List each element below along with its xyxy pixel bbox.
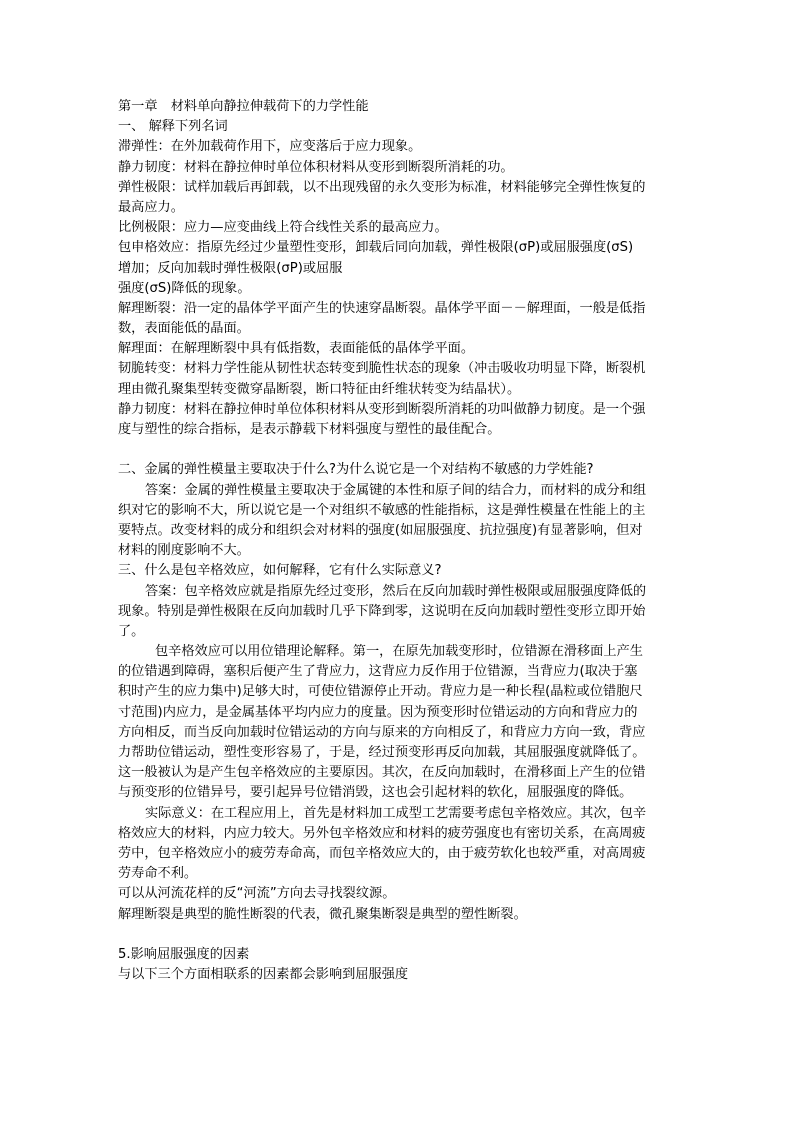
answer-2-line: 答案：金属的弹性模量主要取决于金属键的本性和原子间的结合力，而材料的成分和组 (145, 482, 647, 498)
answer-3-line: 答案：包辛格效应就是指原先经过变形，然后在反向加载时弹性极限或屈服强度降低的 (145, 583, 647, 599)
question-2: 二、金属的弹性模量主要取决于什么?为什么说它是一个对结构不敏感的力学姓能? (118, 462, 594, 478)
section-5-heading: 5.影响屈服强度的因素 (118, 946, 250, 962)
answer-3-line: 现象。特别是弹性极限在反向加载时几乎下降到零，这说明在反向加载时塑性变形立即开始 (118, 603, 646, 619)
definition-cleavage-fracture: 解理断裂：沿一定的晶体学平面产生的快速穿晶断裂。晶体学平面－－解理面，一般是低指 (118, 300, 646, 316)
explanation-line: 力帮助位错运动，塑性变形容易了，于是，经过预变形再反向加载，其屈服强度就降低了。 (118, 745, 646, 760)
significance-line: 格效应大的材料，内应力较大。另外包辛格效应和材料的疲劳强度也有密切关系，在高周疲 (118, 825, 646, 841)
significance-line: 劳寿命不利。 (118, 866, 198, 882)
explanation-line: 寸范围)内应力，是金属基体平均内应力的度量。因为预变形时位错运动的方向和背应力的 (118, 704, 638, 720)
question-3: 三、什么是包辛格效应，如何解释，它有什么实际意义? (118, 563, 442, 579)
definition-cleavage-plane: 解理面：在解理断裂中具有低指数，表面能低的晶体学平面。 (118, 341, 475, 357)
note-river-pattern: 可以从河流花样的反“河流”方向去寻找裂纹源。 (118, 886, 396, 902)
answer-2-line: 材料的刚度影响不大。 (118, 543, 250, 559)
answer-2-line: 织对它的影响不大，所以说它是一个对组织不敏感的性能指标，这是弹性模量在性能上的主 (118, 502, 646, 518)
definition-elastic-limit: 弹性极限：试样加载后再卸载，以不出现残留的永久变形为标准，材料能够完全弹性恢复的 (118, 179, 646, 195)
explanation-line: 方向相反，而当反向加载时位错运动的方向与原来的方向相反了，和背应力方向一致，背应 (118, 724, 646, 740)
explanation-line: 这一般被认为是产生包辛格效应的主要原因。其次，在反向加载时，在滑移面上产生的位错 (118, 765, 646, 781)
significance-line: 劳中，包辛格效应小的疲劳寿命高，而包辛格效应大的，由于疲劳软化也较严重，对高周疲 (118, 845, 646, 861)
explanation-line: 与预变形的位错异号，要引起异号位错消毁，这也会引起材料的软化，屈服强度的降低。 (118, 785, 633, 801)
definition-bauschinger-cont: 强度(σS)降低的现象。 (118, 280, 251, 296)
definition-static-toughness: 静力韧度：材料在静拉伸时单位体积材料从变形到断裂所消耗的功。 (118, 159, 514, 175)
explanation-line: 积时产生的应力集中)足够大时，可使位错源停止开动。背应力是一种长程(晶粒或位错胞尺 (118, 684, 643, 700)
explanation-line: 的位错遇到障碍，塞积后便产生了背应力，这背应力反作用于位错源，当背应力(取决于塞 (118, 664, 638, 680)
definition-ductile-brittle-transition: 韧脆转变：材料力学性能从韧性状态转变到脆性状态的现象（冲击吸收功明显下降，断裂机 (118, 361, 646, 377)
definition-cleavage-fracture-cont: 数，表面能低的晶面。 (118, 321, 250, 337)
definition-elastic-limit-cont: 最高应力。 (118, 199, 184, 215)
note-fracture-types: 解理断裂是典型的脆性断裂的代表，微孔聚集断裂是典型的塑性断裂。 (118, 906, 527, 922)
definition-proportional-limit: 比例极限：应力—应变曲线上符合线性关系的最高应力。 (118, 220, 448, 236)
definition-ductile-brittle-transition-cont: 理由微孔聚集型转变微穿晶断裂，断口特征由纤维状转变为结晶状）。 (118, 381, 521, 397)
answer-2-line: 要特点。改变材料的成分和组织会对材料的强度(如屈服强度、抗拉强度)有显著影响，但对 (118, 522, 643, 538)
definition-static-toughness-2-cont: 度与塑性的综合指标，是表示静载下材料强度与塑性的最佳配合。 (118, 422, 501, 437)
answer-3-line: 了。 (118, 623, 145, 639)
definition-anelasticity: 滞弹性：在外加载荷作用下，应变落后于应力现象。 (118, 139, 422, 155)
section-heading-1: 一、 解释下列名词 (118, 119, 228, 135)
definition-bauschinger: 包申格效应：指原先经过少量塑性变形，卸载后同向加载，弹性极限(σP)或屈服强度(σS) (118, 240, 634, 256)
section-5-intro: 与以下三个方面相联系的因素都会影响到屈服强度 (118, 967, 409, 983)
explanation-line: 包辛格效应可以用位错理论解释。第一，在原先加载变形时，位错源在滑移面上产生 (155, 644, 643, 660)
blank-line (118, 440, 678, 460)
definition-static-toughness-2: 静力韧度：材料在静拉伸时单位体积材料从变形到断裂所消耗的功叫做静力韧度。是一个强 (118, 401, 646, 417)
blank-line (118, 925, 678, 945)
chapter-title: 第一章 材料单向静拉伸载荷下的力学性能 (118, 99, 369, 114)
significance-line: 实际意义：在工程应用上，首先是材料加工成型工艺需要考虑包辛格效应。其次，包辛 (145, 805, 647, 821)
definition-bauschinger-cont: 增加；反向加载时弹性极限(σP)或屈服 (118, 260, 343, 276)
document-body (118, 97, 678, 985)
